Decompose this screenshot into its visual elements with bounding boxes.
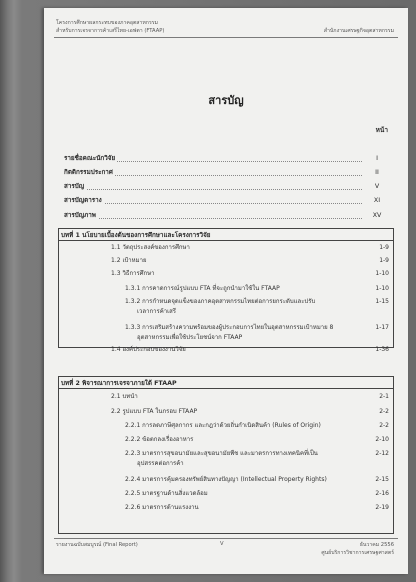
front-matter-page: II — [375, 169, 379, 176]
entry-label: 2.2 รูปแบบ FTA ในกรอบ FTAAP — [111, 408, 198, 415]
front-matter-label: สารบัญภาพ — [64, 212, 96, 219]
entry-label: 1.3.3 การเสริมสร้างความพร้อมของผู้ประกอบการไทยในอุตสาหกรรมเป้าหมาย 8 — [125, 324, 334, 331]
front-matter-item — [64, 182, 388, 191]
front-matter-label: รายชื่อคณะนักวิจัย — [64, 155, 116, 162]
entry-label: 2.2.3 มาตรการสุขอนามัยและสุขอนามัยพืช และมาตรการทางเทคนิคที่เป็น — [125, 450, 318, 457]
front-matter-label: สารบัญตาราง — [64, 197, 102, 204]
chapter1-entry — [125, 297, 389, 307]
header-left-line2: สำหรับการเจรจาการค้าเสรีไทย-เอฟตา (FTAAP) — [56, 28, 165, 34]
page-title: สารบัญ — [208, 94, 244, 107]
front-matter-page: V — [374, 183, 380, 190]
entry-label: 2.2.4 มาตรการคุ้มครองทรัพย์สินทางปัญญา (Intellectual Property Rights) — [125, 476, 327, 483]
chapter1-entry — [111, 345, 389, 355]
entry-page: 1-17 — [375, 324, 389, 331]
chapter2-entry — [125, 435, 389, 445]
chapter1-entry — [137, 333, 389, 343]
front-matter-page: XI — [373, 197, 381, 204]
chapter2-entry — [125, 421, 389, 431]
entry-label: 2.2.5 มาตรฐานด้านสิ่งแวดล้อม — [125, 490, 208, 497]
entry-label: 1.2 เป้าหมาย — [111, 257, 147, 264]
chapter1-divider — [59, 240, 393, 241]
entry-page: 2-10 — [375, 436, 389, 443]
page-column-label: หน้า — [375, 126, 388, 134]
entry-label: 1.3.2 การกำหนดจุดแข็งของภาคอุตสาหกรรมไทยต่อการยกระดับและปรับ — [125, 298, 316, 305]
front-matter-item — [64, 154, 388, 163]
front-matter-item — [64, 196, 388, 205]
front-matter-page: XV — [372, 212, 382, 219]
chapter2-entry — [125, 449, 389, 459]
entry-page: 1-10 — [375, 270, 389, 277]
entry-page: 1-10 — [375, 285, 389, 292]
chapter2-entry — [111, 392, 389, 402]
entry-page: 1-36 — [375, 346, 389, 353]
entry-page: 2-2 — [379, 422, 389, 429]
entry-label: อุตสาหกรรมเพื่อใช้ประโยชน์จาก FTAAP — [137, 334, 243, 341]
chapter2-entry — [125, 489, 389, 499]
chapter1-entry — [111, 256, 389, 266]
chapter2-heading: บทที่ 2 พิจารณาการเจรจาภายใต้ FTAAP — [61, 380, 177, 387]
chapter2-entry — [111, 407, 389, 417]
front-matter-item — [64, 211, 388, 220]
leader-dots — [64, 203, 362, 204]
leader-dots — [64, 218, 362, 219]
entry-label: 2.2.6 มาตรการด้านแรงงาน — [125, 504, 199, 511]
chapter2-entry — [125, 475, 389, 485]
entry-page: 2-19 — [375, 504, 389, 511]
leader-dots — [64, 189, 362, 190]
entry-label: อุปสรรคต่อการค้า — [137, 460, 184, 467]
footer-rule — [54, 538, 398, 539]
entry-label: 1.4 องค์ประกอบของงานวิจัย — [111, 346, 186, 353]
chapter1-entry — [137, 307, 389, 317]
entry-page: 2-15 — [375, 476, 389, 483]
entry-label: 1.3 วิธีการศึกษา — [111, 270, 155, 277]
header-right: สำนักงานเศรษฐกิจอุตสาหกรรม — [323, 28, 394, 34]
front-matter-label: กิตติกรรมประกาศ — [64, 169, 113, 176]
chapter1-heading: บทที่ 1 นโยบายเบื้องต้นของการศึกษาและโครงการวิจัย — [61, 232, 211, 239]
footer-left: รายงานฉบับสมบูรณ์ (Final Report) — [56, 542, 138, 548]
footer-date: ธันวาคม 2556 — [359, 542, 394, 548]
entry-label: 2.1 บทนำ — [111, 393, 138, 400]
entry-label: 1.1 วัตถุประสงค์ของการศึกษา — [111, 244, 190, 251]
chapter1-box — [58, 228, 394, 353]
entry-page: 2-1 — [379, 393, 389, 400]
header-left-line1: โครงการศึกษาผลกระทบของภาคอุตสาหกรรม — [56, 20, 158, 26]
chapter1-entry — [111, 243, 389, 253]
header-rule — [54, 37, 398, 38]
entry-page: 2-2 — [379, 408, 389, 415]
entry-page: 1-9 — [379, 244, 389, 251]
chapter1-entry — [125, 284, 389, 294]
front-matter-page: I — [376, 155, 378, 162]
entry-label: 1.3.1 การคาดการณ์รูปแบบ FTA ที่จะถูกนำมาใช้ใน FTAAP — [125, 285, 280, 292]
entry-page: 1-9 — [379, 257, 389, 264]
entry-label: 2.2.2 ข้อตกลงเรื่องอาหาร — [125, 436, 194, 443]
chapter1-entry — [111, 269, 389, 279]
chapter2-entry — [125, 503, 389, 513]
footer-org: ศูนย์บริการวิชาการเศรษฐศาสตร์ — [321, 550, 394, 556]
footer-page-number: V — [220, 541, 224, 547]
chapter2-divider — [59, 388, 393, 389]
chapter2-box — [58, 376, 394, 534]
entry-page: 2-16 — [375, 490, 389, 497]
document-page — [44, 8, 408, 574]
front-matter-label: สารบัญ — [64, 183, 85, 190]
chapter1-entry — [125, 323, 389, 333]
entry-page: 2-12 — [375, 450, 389, 457]
entry-page: 1-15 — [375, 298, 389, 305]
front-matter-item — [64, 168, 388, 177]
chapter2-entry — [137, 459, 389, 469]
entry-label: เวลาการค้าเสรี — [137, 308, 177, 315]
entry-label: 2.2.1 การลดภาษีศุลกากร และกฎว่าด้วยถิ่นกำเนิดสินค้า (Rules of Origin) — [125, 422, 321, 429]
